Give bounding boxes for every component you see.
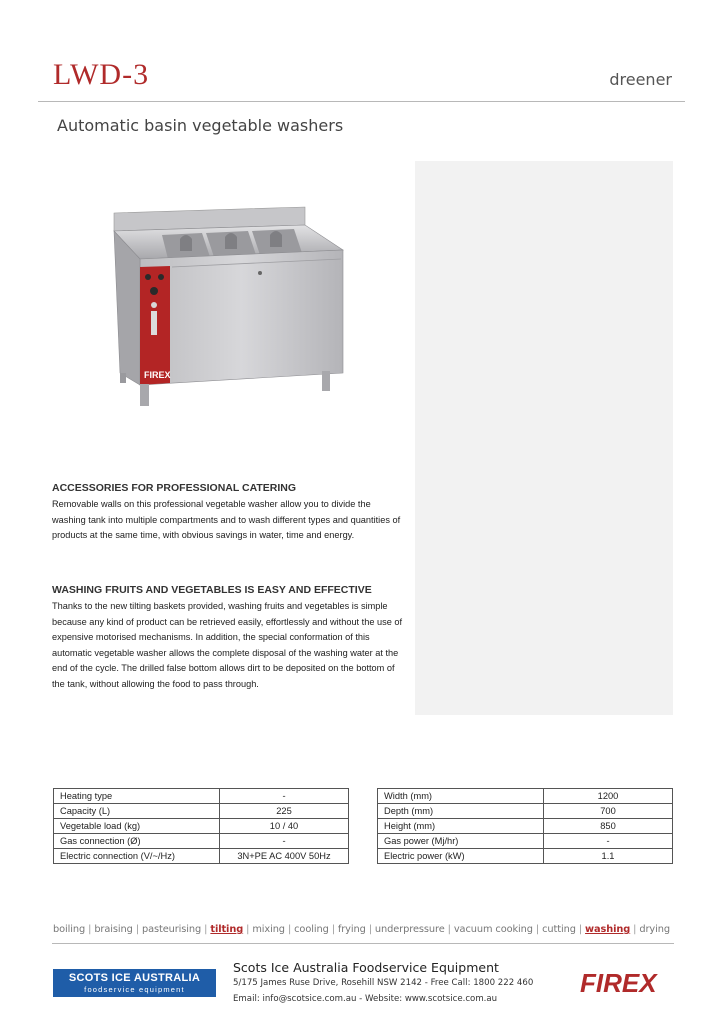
table-row	[54, 819, 349, 834]
process-separator: |	[535, 924, 540, 935]
process-link-boiling[interactable]: boiling	[53, 924, 86, 935]
section-body: Removable walls on this professional vegetable washer allow you to divide the washing tank into multiple compartments and to wash different types and quantities of products at the same time, with obvious savings in water, time and energy.	[52, 499, 401, 540]
company-address: 5/175 James Ruse Drive, Rosehill NSW 2142 - Free Call: 1800 222 460	[233, 978, 534, 988]
process-separator: |	[204, 924, 208, 935]
spec-value: 1200	[544, 789, 673, 804]
firex-logo	[578, 968, 674, 998]
spec-label: Gas power (Mj/hr)	[378, 834, 544, 849]
spec-label: Height (mm)	[378, 819, 544, 834]
spec-label: Gas connection (Ø)	[54, 834, 220, 849]
process-link-cutting[interactable]: cutting	[542, 924, 576, 935]
process-link-frying[interactable]: frying	[337, 924, 366, 935]
table-row	[378, 834, 673, 849]
table-row	[378, 804, 673, 819]
process-link-tilting[interactable]: tilting	[210, 924, 244, 935]
spec-label: Electric power (kW)	[378, 849, 544, 864]
spec-label: Electric connection (V/~/Hz)	[54, 849, 220, 864]
spec-value: 850	[544, 819, 673, 834]
process-link-pasteurising[interactable]: pasteurising	[141, 924, 202, 935]
brand-name: dreener	[609, 70, 672, 89]
process-separator: |	[88, 924, 92, 935]
footer-divider	[52, 943, 674, 944]
section-body: Thanks to the new tilting baskets provided, washing fruits and vegetables is simple because any kind of product can be retrieved easily, effortlessly and without the use of expensive motorised mechanisms. In addition, the special conformation of this automatic vegetable washer allows the complete disposal of the washing water at the end of the cycle. The drilled false bottom allows dirt to be deposited on the bottom of the tank, without allowing the food to pass through.	[52, 601, 403, 689]
side-panel	[415, 161, 673, 715]
spec-value: 3N+PE AC 400V 50Hz	[220, 849, 349, 864]
process-separator: |	[135, 924, 139, 935]
process-link-washing[interactable]: washing	[585, 924, 631, 935]
spec-table-left	[53, 788, 349, 864]
process-separator: |	[447, 924, 451, 935]
spec-table-right	[377, 788, 673, 864]
process-category-bar	[53, 924, 675, 935]
process-link-braising[interactable]: braising	[94, 924, 133, 935]
table-row	[54, 849, 349, 864]
table-row	[54, 789, 349, 804]
section-heading: ACCESSORIES FOR PROFESSIONAL CATERING	[52, 482, 297, 494]
section-heading: WASHING FRUITS AND VEGETABLES IS EASY AND EFFECTIVE	[52, 584, 372, 596]
process-link-underpressure[interactable]: underpressure	[374, 924, 445, 935]
table-row	[54, 834, 349, 849]
spec-label: Width (mm)	[378, 789, 544, 804]
spec-value: -	[220, 834, 349, 849]
dealer-logo-name: SCOTS ICE AUSTRALIA	[68, 972, 201, 984]
spec-label: Capacity (L)	[54, 804, 220, 819]
spec-value: 700	[544, 804, 673, 819]
dealer-logo-tagline: foodservice equipment	[84, 985, 185, 994]
header-divider	[38, 101, 685, 102]
accessories-section	[52, 482, 402, 544]
process-separator: |	[331, 924, 335, 935]
scots-ice-logo	[53, 969, 216, 997]
company-name: Scots Ice Australia Foodservice Equipment	[233, 960, 499, 975]
spec-value: 1.1	[544, 849, 673, 864]
spec-label: Vegetable load (kg)	[54, 819, 220, 834]
product-subtitle: Automatic basin vegetable washers	[57, 116, 344, 135]
table-row	[378, 789, 673, 804]
process-link-drying[interactable]: drying	[639, 924, 670, 935]
process-separator: |	[368, 924, 372, 935]
table-row	[54, 804, 349, 819]
process-link-vacuum-cooking[interactable]: vacuum cooking	[453, 924, 533, 935]
process-link-mixing[interactable]: mixing	[252, 924, 285, 935]
model-title: LWD-3	[53, 58, 150, 91]
process-link-cooling[interactable]: cooling	[294, 924, 329, 935]
spec-value: 225	[220, 804, 349, 819]
company-contact: Email: info@scotsice.com.au - Website: www.scotsice.com.au	[233, 994, 498, 1004]
firex-logo-text: FIREX	[580, 968, 657, 998]
spec-value: -	[544, 834, 673, 849]
spec-label: Heating type	[54, 789, 220, 804]
process-separator: |	[287, 924, 292, 935]
spec-value: -	[220, 789, 349, 804]
table-row	[378, 819, 673, 834]
process-separator: |	[633, 924, 637, 935]
washing-section	[52, 584, 402, 692]
process-separator: |	[246, 924, 250, 935]
firex-badge: FIREX	[144, 370, 171, 380]
process-separator: |	[578, 924, 583, 935]
vegetable-washer-image	[100, 195, 360, 420]
spec-value: 10 / 40	[220, 819, 349, 834]
spec-label: Depth (mm)	[378, 804, 544, 819]
table-row	[378, 849, 673, 864]
